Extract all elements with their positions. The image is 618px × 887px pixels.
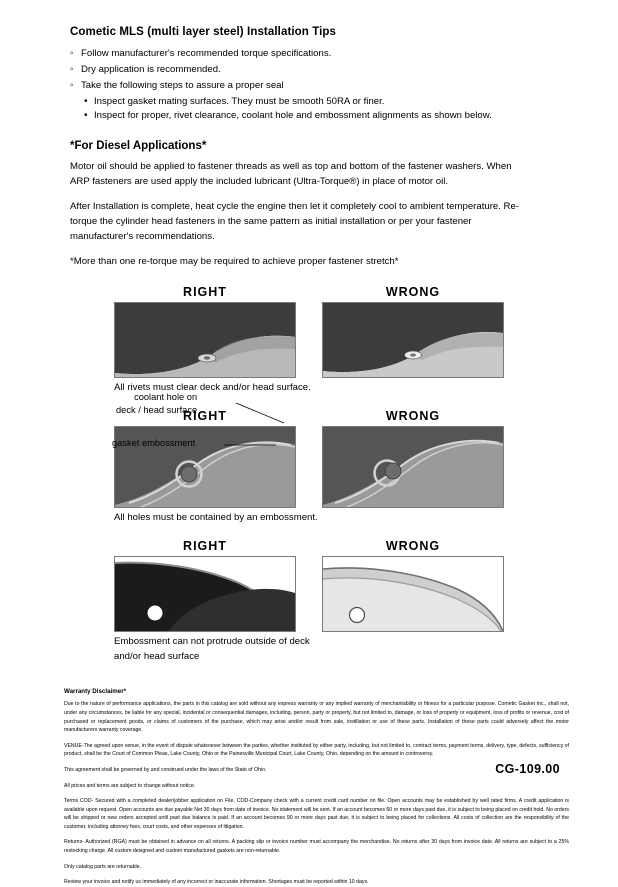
warranty-section <box>64 688 569 886</box>
list-item: ◦ Follow manufacturer's recommended torque specifications. <box>70 47 572 62</box>
warranty-paragraph: All prices and terms are subject to change without notice. <box>64 782 196 789</box>
figure-row-protrusion <box>46 539 572 632</box>
list-item: • Inspect for proper, rivet clearance, coolant hole and embossment alignments as shown below. <box>84 109 572 124</box>
figure-image-rivet-wrong <box>322 302 504 378</box>
figure-wrong-holes <box>322 409 504 508</box>
callout-coolant-line2: deck / head surface <box>116 405 198 415</box>
figure-image-protrusion-right <box>114 556 296 632</box>
warranty-paragraph: Due to the nature of performance applications, the parts in this catalog are sold without any express warranty or any implied warranty of merchantability or fitness for a particular purpose. Cometic Gasket Inc., shall not, under any circumstances, be liable for any special, incidental or consequential damages, including, person, party or property, but not limited to, damage, or loss of property or equipment, loss of profits or revenue, cost of purchased or replacement goods, or claims of customers of the purchase, which may arise and/or result from sale, instillation or use of these parts. Installation of these parts could adversely affect the motor manufacturers warranty coverage. <box>64 701 569 734</box>
page-title: Cometic MLS (multi layer steel) Installation Tips <box>70 26 337 38</box>
figure-image-protrusion-wrong <box>322 556 504 632</box>
figure-row-holes <box>46 409 572 508</box>
figure-caption-1: All rivets must clear deck and/or head surface. <box>114 382 311 394</box>
figure-right-rivets <box>114 285 296 378</box>
caption-row-2 <box>46 508 572 523</box>
figure-caption-3-line2: and/or head surface <box>114 651 200 663</box>
diesel-heading: *For Diesel Applications* <box>70 140 207 153</box>
tips-list <box>46 47 572 94</box>
figure-row-rivets <box>46 285 572 378</box>
document-number: CG-109.00 <box>495 762 560 776</box>
figure-label-wrong: WRONG <box>385 539 441 554</box>
figure-wrong-protrusion <box>322 539 504 632</box>
warranty-paragraph: Review your invoice and notify us immediately of any incorrect or inaccurate information. Shortages must be reported within 10 days. <box>64 879 369 886</box>
diesel-paragraph-1: Motor oil should be applied to fastener threads as well as top and bottom of the fastener washers. When ARP fasteners are used apply the included lubricant (Ultra-Torque®) in place of motor oil. <box>70 161 512 188</box>
figure-image-hole-right <box>114 426 296 508</box>
caption-row-3 <box>46 632 572 662</box>
figure-label-right: RIGHT <box>183 285 227 300</box>
tips-sublist <box>46 95 572 125</box>
callout-coolant-line1: coolant hole on <box>134 392 198 403</box>
figure-label-wrong: WRONG <box>385 409 441 424</box>
warranty-paragraph: VENUE-The agreed upon venue, in the event of dispute whatsoever between the parties, whether instituted by either party, including, but not limited to, contract terms, payment terms, delivery, type, defects, sufficiency of product, shall be the Court of Common Pleas, Lake County, Ohio or the Painesville Municipal Court, Lake County, Ohio, depending on the amount in controversy. <box>64 742 569 758</box>
diesel-paragraph-3: *More than one re-torque may be required to achieve proper fastener stretch* <box>70 255 399 267</box>
list-item: • Inspect gasket mating surfaces. They must be smooth 50RA or finer. <box>84 95 572 110</box>
figure-right-protrusion <box>114 539 296 632</box>
warranty-heading: Warranty Disclaimer* <box>64 688 127 696</box>
figure-image-rivet-right <box>114 302 296 378</box>
list-item: ◦ Dry application is recommended. <box>70 63 572 78</box>
figure-caption-2: All holes must be contained by an embossment. <box>114 512 318 524</box>
figure-label-right: RIGHT <box>183 539 227 554</box>
figure-section <box>46 285 572 662</box>
figure-wrong-rivets <box>322 285 504 378</box>
warranty-paragraph: This agreement shall be governed by and construed under the laws of the State of Ohio. <box>64 766 267 773</box>
list-item: ◦ Take the following steps to assure a proper seal <box>70 79 572 94</box>
diesel-paragraph-2: After Installation is complete, heat cycle the engine then let it completely cool to ambient temperature. Re-torque the cylinder head fasteners in the same pattern as initial installation or per your fastener manufacturer's recommendations. <box>70 201 520 242</box>
warranty-paragraph: Only catalog parts are returnable. <box>64 863 141 870</box>
figure-image-hole-wrong <box>322 426 504 508</box>
callout-emboss-label: gasket embossment <box>112 438 196 449</box>
figure-caption-3-line1: Embossment can not protrude outside of deck <box>114 636 310 648</box>
warranty-paragraph: Returns- Authorized (RGA) must be obtained in advance on all returns. A packing slip or invoice number must accompany the merchandise. No returns after 30 days from invoice date. All returns are subject to a 25% restocking charge. All custom designed and custom manufactured gaskets are non-returnable. <box>64 839 569 854</box>
figure-label-wrong: WRONG <box>385 285 441 300</box>
caption-row-1 <box>46 378 572 393</box>
figure-right-holes <box>114 409 296 508</box>
figure-label-right: RIGHT <box>183 409 227 424</box>
warranty-paragraph: Terms COD- Secured with a completed dealer/jobber application on File, COD-Company check with a current credit card number on file. Open accounts may be established by well rated firms. A credit application is available upon request. Open accounts are due payable Net 30 days from date of invoice. No statement will be sent. If an account becomes 60 or more days past due, it is subject to being placed on credit hold. No orders will be shipped or new orders accepted until past due balance is paid. If an account becomes 90 or more days past due, it is subject to being placed for collections. All costs of collection are the responsibility of the customer, including attorney fees, court costs, and other expenses of litigation. <box>64 798 569 830</box>
